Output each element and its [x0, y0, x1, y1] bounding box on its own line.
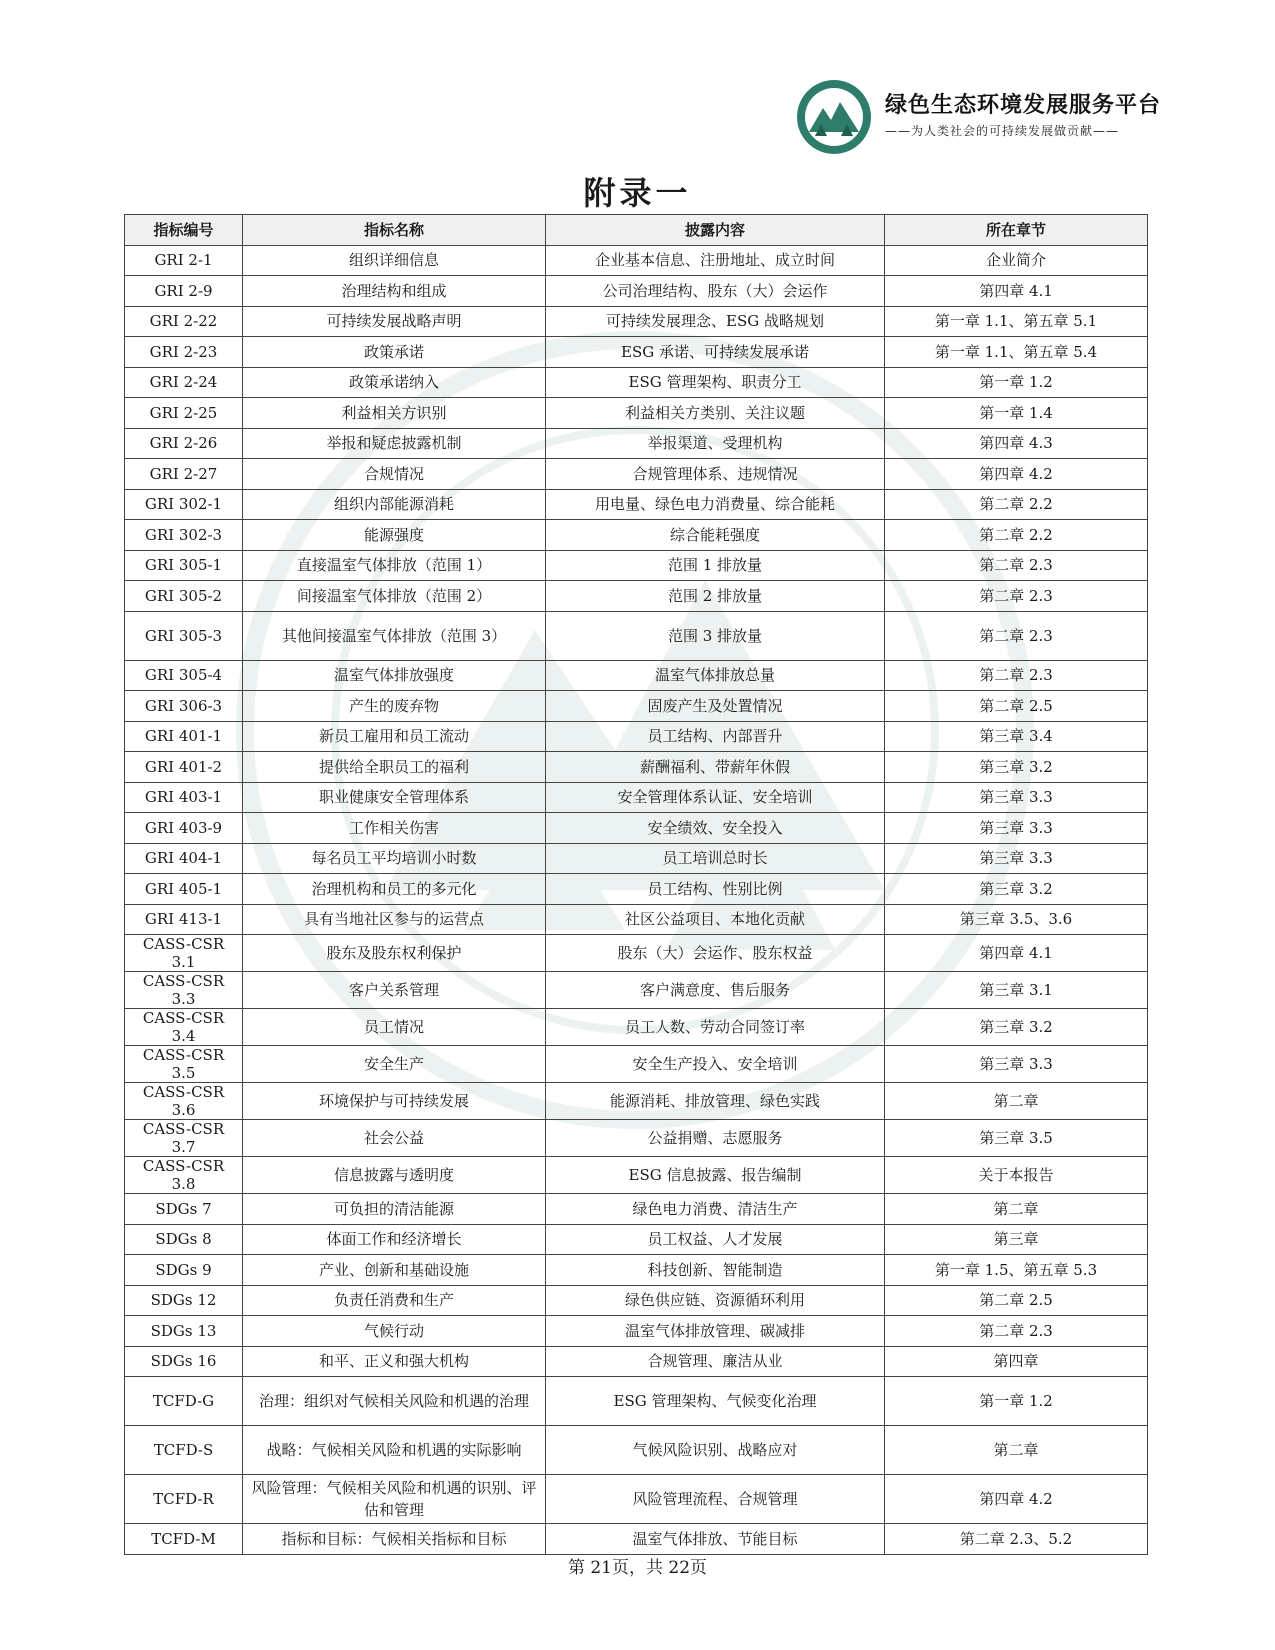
- page-header: [795, 78, 1162, 158]
- table-row: [125, 245, 1148, 276]
- disclosure-content-cell: 公益捐赠、志愿服务: [546, 1120, 885, 1157]
- chapter-cell: 第三章 3.2: [885, 1009, 1148, 1046]
- indicator-code-cell: GRI 404-1: [125, 843, 243, 874]
- indicator-code-cell: GRI 302-1: [125, 489, 243, 520]
- indicator-name-cell: 间接温室气体排放（范围 2）: [243, 581, 546, 612]
- indicator-name-cell: 能源强度: [243, 520, 546, 551]
- disclosure-content-cell: 风险管理流程、合规管理: [546, 1475, 885, 1524]
- indicator-name-cell: 体面工作和经济增长: [243, 1224, 546, 1255]
- indicator-name-cell: 和平、正义和强大机构: [243, 1346, 546, 1377]
- indicator-code-cell: GRI 2-22: [125, 306, 243, 337]
- indicator-code-cell: SDGs 16: [125, 1346, 243, 1377]
- disclosure-content-cell: 企业基本信息、注册地址、成立时间: [546, 245, 885, 276]
- table-row: [125, 581, 1148, 612]
- table-body: [125, 245, 1148, 1554]
- indicator-code-cell: TCFD-M: [125, 1524, 243, 1555]
- disclosure-content-cell: 合规管理、廉洁从业: [546, 1346, 885, 1377]
- table-row: [125, 306, 1148, 337]
- disclosure-content-cell: ESG 信息披露、报告编制: [546, 1157, 885, 1194]
- indicator-code-cell: GRI 302-3: [125, 520, 243, 551]
- indicator-code-cell: GRI 401-2: [125, 752, 243, 783]
- chapter-cell: 第三章 3.2: [885, 752, 1148, 783]
- column-header: 指标名称: [243, 215, 546, 246]
- indicator-code-cell: GRI 2-23: [125, 337, 243, 368]
- disclosure-content-cell: 举报渠道、受理机构: [546, 428, 885, 459]
- table-row: [125, 1224, 1148, 1255]
- chapter-cell: 第一章 1.5、第五章 5.3: [885, 1255, 1148, 1286]
- disclosure-content-cell: 温室气体排放、节能目标: [546, 1524, 885, 1555]
- indicator-name-cell: 提供给全职员工的福利: [243, 752, 546, 783]
- chapter-cell: 第三章 3.3: [885, 782, 1148, 813]
- chapter-cell: 第二章: [885, 1194, 1148, 1225]
- table-row: [125, 782, 1148, 813]
- column-header: 所在章节: [885, 215, 1148, 246]
- indicator-name-cell: 产生的废弃物: [243, 691, 546, 722]
- table-row: [125, 1524, 1148, 1555]
- indicator-code-cell: CASS-CSR 3.4: [125, 1009, 243, 1046]
- chapter-cell: 关于本报告: [885, 1157, 1148, 1194]
- indicator-code-cell: GRI 2-24: [125, 367, 243, 398]
- disclosure-content-cell: 可持续发展理念、ESG 战略规划: [546, 306, 885, 337]
- disclosure-content-cell: ESG 管理架构、职责分工: [546, 367, 885, 398]
- table-row: [125, 1255, 1148, 1286]
- table-row: [125, 1285, 1148, 1316]
- table-row: [125, 367, 1148, 398]
- disclosure-content-cell: 员工结构、性别比例: [546, 874, 885, 905]
- indicator-code-cell: GRI 305-3: [125, 611, 243, 660]
- table-row: [125, 489, 1148, 520]
- chapter-cell: 第四章 4.2: [885, 1475, 1148, 1524]
- indicator-name-cell: 每名员工平均培训小时数: [243, 843, 546, 874]
- indicator-name-cell: 其他间接温室气体排放（范围 3）: [243, 611, 546, 660]
- indicator-name-cell: 治理：组织对气候相关风险和机遇的治理: [243, 1377, 546, 1426]
- table-row: [125, 428, 1148, 459]
- indicator-name-cell: 组织详细信息: [243, 245, 546, 276]
- column-header: 指标编号: [125, 215, 243, 246]
- table-row: [125, 398, 1148, 429]
- indicator-code-cell: CASS-CSR 3.3: [125, 972, 243, 1009]
- table-row: [125, 843, 1148, 874]
- indicator-code-cell: GRI 306-3: [125, 691, 243, 722]
- chapter-cell: 第二章 2.2: [885, 489, 1148, 520]
- brand-slogan: ——为人类社会的可持续发展做贡献——: [885, 124, 1120, 138]
- disclosure-content-cell: 绿色电力消费、清洁生产: [546, 1194, 885, 1225]
- chapter-cell: 第二章 2.3: [885, 611, 1148, 660]
- indicator-code-cell: CASS-CSR 3.7: [125, 1120, 243, 1157]
- table-row: [125, 972, 1148, 1009]
- table-row: [125, 691, 1148, 722]
- chapter-cell: 第二章 2.5: [885, 1285, 1148, 1316]
- indicator-code-cell: SDGs 7: [125, 1194, 243, 1225]
- indicator-code-cell: GRI 2-27: [125, 459, 243, 490]
- chapter-cell: 第三章 3.4: [885, 721, 1148, 752]
- disclosure-content-cell: 温室气体排放管理、碳减排: [546, 1316, 885, 1347]
- indicator-code-cell: GRI 2-26: [125, 428, 243, 459]
- chapter-cell: 第一章 1.2: [885, 1377, 1148, 1426]
- disclosure-content-cell: 安全生产投入、安全培训: [546, 1046, 885, 1083]
- disclosure-content-cell: 综合能耗强度: [546, 520, 885, 551]
- indicator-code-cell: GRI 305-1: [125, 550, 243, 581]
- disclosure-content-cell: 范围 2 排放量: [546, 581, 885, 612]
- table-row: [125, 1377, 1148, 1426]
- table-row: [125, 1046, 1148, 1083]
- chapter-cell: 第二章 2.2: [885, 520, 1148, 551]
- indicator-code-cell: GRI 305-2: [125, 581, 243, 612]
- table-row: [125, 874, 1148, 905]
- indicator-code-cell: CASS-CSR 3.1: [125, 935, 243, 972]
- indicator-code-cell: SDGs 8: [125, 1224, 243, 1255]
- table-row: [125, 337, 1148, 368]
- table-row: [125, 1157, 1148, 1194]
- indicator-code-cell: GRI 403-9: [125, 813, 243, 844]
- chapter-cell: 第一章 1.2: [885, 367, 1148, 398]
- chapter-cell: 第一章 1.1、第五章 5.1: [885, 306, 1148, 337]
- indicator-name-cell: 员工情况: [243, 1009, 546, 1046]
- disclosure-content-cell: 员工权益、人才发展: [546, 1224, 885, 1255]
- indicator-code-cell: GRI 401-1: [125, 721, 243, 752]
- disclosure-content-cell: 员工结构、内部晋升: [546, 721, 885, 752]
- indicator-name-cell: 客户关系管理: [243, 972, 546, 1009]
- table-row: [125, 660, 1148, 691]
- indicator-name-cell: 合规情况: [243, 459, 546, 490]
- column-header: 披露内容: [546, 215, 885, 246]
- chapter-cell: 第二章 2.3: [885, 550, 1148, 581]
- indicator-name-cell: 环境保护与可持续发展: [243, 1083, 546, 1120]
- disclosure-content-cell: ESG 承诺、可持续发展承诺: [546, 337, 885, 368]
- indicator-name-cell: 指标和目标：气候相关指标和目标: [243, 1524, 546, 1555]
- page-number: 第 21页，共 22页: [567, 1558, 708, 1578]
- chapter-cell: 第四章 4.1: [885, 276, 1148, 307]
- disclosure-content-cell: 气候风险识别、战略应对: [546, 1426, 885, 1475]
- table-row: [125, 550, 1148, 581]
- table-row: [125, 1009, 1148, 1046]
- chapter-cell: 第三章: [885, 1224, 1148, 1255]
- table-row: [125, 752, 1148, 783]
- chapter-cell: 第三章 3.3: [885, 1046, 1148, 1083]
- chapter-cell: 第二章 2.3、5.2: [885, 1524, 1148, 1555]
- disclosure-content-cell: 绿色供应链、资源循环利用: [546, 1285, 885, 1316]
- indicator-code-cell: GRI 305-4: [125, 660, 243, 691]
- indicator-name-cell: 治理结构和组成: [243, 276, 546, 307]
- indicator-name-cell: 利益相关方识别: [243, 398, 546, 429]
- chapter-cell: 第三章 3.3: [885, 813, 1148, 844]
- disclosure-content-cell: 温室气体排放总量: [546, 660, 885, 691]
- indicator-code-cell: GRI 2-25: [125, 398, 243, 429]
- indicator-name-cell: 产业、创新和基础设施: [243, 1255, 546, 1286]
- table-row: [125, 904, 1148, 935]
- indicator-code-cell: SDGs 9: [125, 1255, 243, 1286]
- table-row: [125, 1120, 1148, 1157]
- indicator-code-cell: TCFD-R: [125, 1475, 243, 1524]
- disclosure-content-cell: 公司治理结构、股东（大）会运作: [546, 276, 885, 307]
- chapter-cell: 第二章 2.5: [885, 691, 1148, 722]
- table-row: [125, 1426, 1148, 1475]
- indicator-name-cell: 组织内部能源消耗: [243, 489, 546, 520]
- disclosure-content-cell: 客户满意度、售后服务: [546, 972, 885, 1009]
- chapter-cell: 第三章 3.5: [885, 1120, 1148, 1157]
- indicator-name-cell: 温室气体排放强度: [243, 660, 546, 691]
- disclosure-content-cell: ESG 管理架构、气候变化治理: [546, 1377, 885, 1426]
- indicator-name-cell: 信息披露与透明度: [243, 1157, 546, 1194]
- chapter-cell: 第二章 2.3: [885, 581, 1148, 612]
- chapter-cell: 第四章 4.2: [885, 459, 1148, 490]
- indicator-name-cell: 举报和疑虑披露机制: [243, 428, 546, 459]
- disclosure-content-cell: 利益相关方类别、关注议题: [546, 398, 885, 429]
- indicator-code-cell: TCFD-G: [125, 1377, 243, 1426]
- disclosure-content-cell: 薪酬福利、带薪年休假: [546, 752, 885, 783]
- indicator-name-cell: 治理机构和员工的多元化: [243, 874, 546, 905]
- table-row: [125, 935, 1148, 972]
- disclosure-content-cell: 范围 3 排放量: [546, 611, 885, 660]
- chapter-cell: 第四章: [885, 1346, 1148, 1377]
- indicator-name-cell: 安全生产: [243, 1046, 546, 1083]
- chapter-cell: 第三章 3.5、3.6: [885, 904, 1148, 935]
- indicator-name-cell: 可负担的清洁能源: [243, 1194, 546, 1225]
- disclosure-content-cell: 用电量、绿色电力消费量、综合能耗: [546, 489, 885, 520]
- indicator-code-cell: GRI 2-1: [125, 245, 243, 276]
- table-row: [125, 721, 1148, 752]
- brand-title: 绿色生态环境发展服务平台: [885, 93, 1162, 118]
- indicator-name-cell: 社会公益: [243, 1120, 546, 1157]
- table-row: [125, 520, 1148, 551]
- disclosure-content-cell: 员工培训总时长: [546, 843, 885, 874]
- disclosure-content-cell: 科技创新、智能制造: [546, 1255, 885, 1286]
- indicator-name-cell: 新员工雇用和员工流动: [243, 721, 546, 752]
- disclosure-content-cell: 股东（大）会运作、股东权益: [546, 935, 885, 972]
- chapter-cell: 第三章 3.1: [885, 972, 1148, 1009]
- table-row: [125, 1346, 1148, 1377]
- disclosure-content-cell: 员工人数、劳动合同签订率: [546, 1009, 885, 1046]
- indicator-name-cell: 职业健康安全管理体系: [243, 782, 546, 813]
- disclosure-content-cell: 安全绩效、安全投入: [546, 813, 885, 844]
- indicator-name-cell: 工作相关伤害: [243, 813, 546, 844]
- chapter-cell: 第二章: [885, 1083, 1148, 1120]
- table-row: [125, 1316, 1148, 1347]
- disclosure-content-cell: 合规管理体系、违规情况: [546, 459, 885, 490]
- table-row: [125, 611, 1148, 660]
- table-row: [125, 1194, 1148, 1225]
- indicator-code-cell: SDGs 12: [125, 1285, 243, 1316]
- indicator-code-cell: CASS-CSR 3.6: [125, 1083, 243, 1120]
- disclosure-content-cell: 安全管理体系认证、安全培训: [546, 782, 885, 813]
- disclosure-content-cell: 社区公益项目、本地化贡献: [546, 904, 885, 935]
- chapter-cell: 第二章 2.3: [885, 660, 1148, 691]
- table-row: [125, 276, 1148, 307]
- indicator-name-cell: 风险管理：气候相关风险和机遇的识别、评估和管理: [243, 1475, 546, 1524]
- indicator-code-cell: GRI 405-1: [125, 874, 243, 905]
- table-header-row: [125, 215, 1148, 246]
- indicator-code-cell: GRI 403-1: [125, 782, 243, 813]
- table-row: [125, 813, 1148, 844]
- indicator-name-cell: 政策承诺: [243, 337, 546, 368]
- indicator-code-cell: CASS-CSR 3.5: [125, 1046, 243, 1083]
- chapter-cell: 第一章 1.1、第五章 5.4: [885, 337, 1148, 368]
- chapter-cell: 第三章 3.2: [885, 874, 1148, 905]
- disclosure-content-cell: 能源消耗、排放管理、绿色实践: [546, 1083, 885, 1120]
- indicator-code-cell: CASS-CSR 3.8: [125, 1157, 243, 1194]
- indicator-code-cell: TCFD-S: [125, 1426, 243, 1475]
- indicator-name-cell: 战略：气候相关风险和机遇的实际影响: [243, 1426, 546, 1475]
- indicator-name-cell: 负责任消费和生产: [243, 1285, 546, 1316]
- indicator-code-cell: GRI 2-9: [125, 276, 243, 307]
- chapter-cell: 第三章 3.3: [885, 843, 1148, 874]
- disclosure-index-table: [124, 214, 1148, 1555]
- indicator-code-cell: SDGs 13: [125, 1316, 243, 1347]
- chapter-cell: 企业简介: [885, 245, 1148, 276]
- disclosure-content-cell: 固废产生及处置情况: [546, 691, 885, 722]
- indicator-name-cell: 气候行动: [243, 1316, 546, 1347]
- table-row: [125, 1475, 1148, 1524]
- disclosure-content-cell: 范围 1 排放量: [546, 550, 885, 581]
- table-row: [125, 1083, 1148, 1120]
- indicator-name-cell: 政策承诺纳入: [243, 367, 546, 398]
- indicator-name-cell: 可持续发展战略声明: [243, 306, 546, 337]
- chapter-cell: 第二章: [885, 1426, 1148, 1475]
- chapter-cell: 第一章 1.4: [885, 398, 1148, 429]
- chapter-cell: 第四章 4.1: [885, 935, 1148, 972]
- chapter-cell: 第二章 2.3: [885, 1316, 1148, 1347]
- page-title: 附录一: [583, 174, 692, 212]
- table-row: [125, 459, 1148, 490]
- indicator-name-cell: 具有当地社区参与的运营点: [243, 904, 546, 935]
- mountain-tree-seal-logo-icon: [795, 78, 873, 156]
- indicator-code-cell: GRI 413-1: [125, 904, 243, 935]
- chapter-cell: 第四章 4.3: [885, 428, 1148, 459]
- indicator-name-cell: 直接温室气体排放（范围 1）: [243, 550, 546, 581]
- indicator-name-cell: 股东及股东权利保护: [243, 935, 546, 972]
